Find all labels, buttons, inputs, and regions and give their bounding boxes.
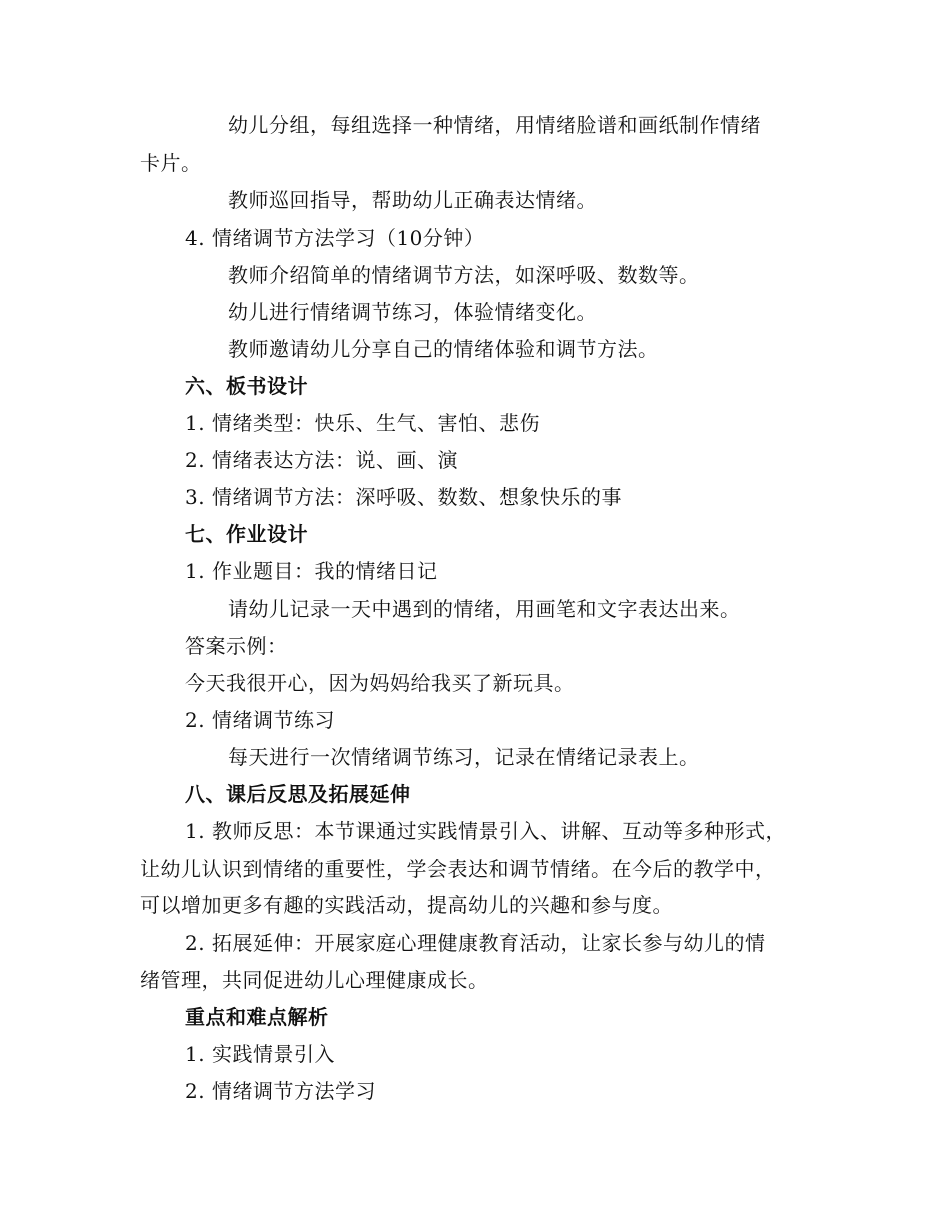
list-item: 4. 情绪调节方法学习（10分钟） [185,226,485,250]
list-item: 2. 情绪表达方法：说、画、演 [185,448,458,472]
section-heading: 八、课后反思及拓展延伸 [185,782,411,806]
paragraph-line: 幼儿进行情绪调节练习，体验情绪变化。 [228,300,597,324]
paragraph-line: 可以增加更多有趣的实践活动，提高幼儿的兴趣和参与度。 [140,893,673,917]
paragraph-line: 请幼儿记录一天中遇到的情绪，用画笔和文字表达出来。 [228,597,741,621]
list-item: 2. 情绪调节练习 [185,708,335,732]
list-item: 1. 作业题目：我的情绪日记 [185,559,438,583]
paragraph-line: 1. 教师反思：本节课通过实践情景引入、讲解、互动等多种形式， [185,819,786,843]
paragraph-line: 2. 拓展延伸：开展家庭心理健康教育活动，让家长参与幼儿的情 [185,931,766,955]
list-item: 1. 情绪类型：快乐、生气、害怕、悲伤 [185,411,540,435]
paragraph-line: 绪管理，共同促进幼儿心理健康成长。 [140,968,489,992]
section-heading: 七、作业设计 [185,522,308,546]
paragraph-line: 幼儿分组，每组选择一种情绪，用情绪脸谱和画纸制作情绪 [228,113,761,137]
list-item: 3. 情绪调节方法：深呼吸、数数、想象快乐的事 [185,485,622,509]
paragraph-line: 教师介绍简单的情绪调节方法，如深呼吸、数数等。 [228,263,700,287]
paragraph-line: 卡片。 [140,151,202,175]
paragraph-line: 教师巡回指导，帮助幼儿正确表达情绪。 [228,188,597,212]
paragraph-line: 让幼儿认识到情绪的重要性，学会表达和调节情绪。在今后的教学中， [140,857,776,881]
list-item: 2. 情绪调节方法学习 [185,1079,376,1103]
section-heading: 重点和难点解析 [185,1005,329,1029]
paragraph-line: 每天进行一次情绪调节练习，记录在情绪记录表上。 [228,745,700,769]
paragraph-line: 今天我很开心，因为妈妈给我买了新玩具。 [185,671,575,695]
section-heading: 六、板书设计 [185,374,308,398]
list-item: 1. 实践情景引入 [185,1042,335,1066]
paragraph-line: 教师邀请幼儿分享自己的情绪体验和调节方法。 [228,337,659,361]
paragraph-line: 答案示例： [185,634,288,658]
